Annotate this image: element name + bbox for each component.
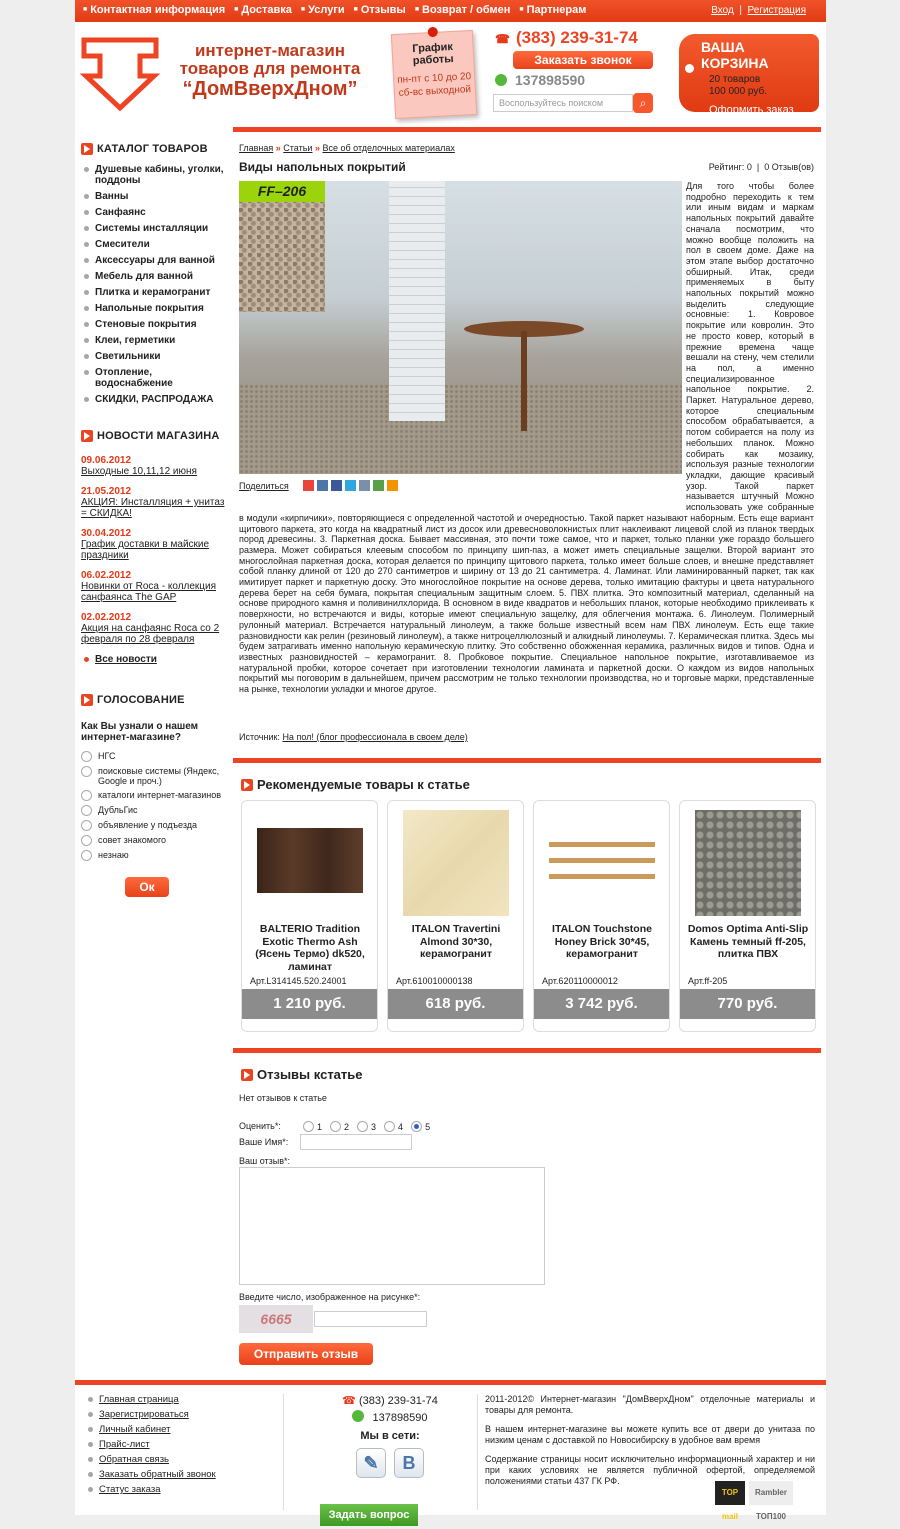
vote-option-label: поисковые системы (Яндекс, Google и проч.) [98, 766, 220, 786]
product-image[interactable] [403, 810, 509, 916]
review-textarea[interactable] [239, 1167, 545, 1285]
news-item [81, 570, 226, 603]
vote-option[interactable] [81, 805, 226, 816]
vote-option[interactable] [81, 766, 226, 786]
logo-arrow-icon[interactable] [80, 36, 160, 112]
captcha-input[interactable] [314, 1311, 427, 1327]
product-image[interactable] [257, 828, 363, 893]
icq-number: 137898590 [515, 72, 586, 88]
logo-line1: интернет-магазин [194, 41, 346, 60]
catalog-item[interactable]: Стеновые покрытия [81, 319, 226, 330]
vk-icon[interactable] [317, 480, 328, 491]
product-article: Арт.L314145.520.24001 [250, 976, 347, 986]
vote-option[interactable] [81, 751, 226, 762]
catalog-item[interactable]: Мебель для ванной [81, 271, 226, 282]
schedule-title: График работы [412, 40, 454, 68]
schedule-weekend: сб-вс выходной [398, 84, 472, 99]
arrow-icon [241, 1069, 253, 1081]
rate-radio-selected[interactable]: 5 [411, 1121, 430, 1132]
checkout-link[interactable]: Оформить заказ [709, 104, 794, 116]
vote-option[interactable] [81, 850, 226, 861]
news-title: НОВОСТИ МАГАЗИНА [97, 430, 220, 442]
disclaimer: Содержание страницы носит исключительно информационный характер и ни при каких условиях не является публичной офертой, определяемой положениями статьи 437 ГК РФ. [485, 1454, 815, 1486]
tag-hole-icon [685, 64, 694, 73]
rate-radio[interactable]: 1 [303, 1121, 322, 1132]
vote-option-label: незнаю [98, 850, 129, 860]
auth-links: Вход | Регистрация [711, 5, 806, 16]
name-input[interactable] [300, 1134, 412, 1150]
news-list [81, 455, 226, 665]
footer [75, 1380, 826, 1521]
product-price: 3 742 руб. [534, 989, 669, 1019]
footer-icq [295, 1410, 485, 1424]
vote-title: ГОЛОСОВАНИЕ [97, 694, 185, 706]
icq-icon [352, 1410, 364, 1422]
vote-option[interactable] [81, 835, 226, 846]
footer-link[interactable]: Прайс-лист [85, 1439, 216, 1450]
review-form [239, 1093, 819, 1361]
pin-icon [428, 27, 439, 38]
page-title: Виды напольных покрытий [239, 160, 406, 174]
product-name[interactable]: BALTERIO Tradition Exotic Thermo Ash (Ясень Термо) dk520, ламинат [255, 923, 365, 973]
reviews-section [233, 1048, 821, 1082]
tile-label: FF–206 [239, 181, 325, 202]
vk-icon[interactable]: В [394, 1448, 424, 1478]
reviews-count[interactable]: 0 Отзыв(ов) [764, 162, 814, 172]
news-item [81, 455, 226, 477]
product-card[interactable] [241, 800, 378, 1032]
vote-option-label: совет знакомого [98, 835, 167, 845]
floor-graphic [239, 384, 682, 474]
vote-block [81, 721, 226, 897]
divider [477, 1394, 478, 1510]
vote-option-label: каталоги интернет-магазинов [98, 790, 222, 800]
recommended-title: Рекомендуемые товары к статье [257, 777, 470, 792]
article-source [239, 732, 468, 742]
news-link[interactable]: АКЦИЯ: Инсталляция + унитаз = СКИДКА! [81, 497, 225, 519]
twitter-icon[interactable] [345, 480, 356, 491]
article-rating: Рейтинг: 0 | 0 Отзыв(ов) [708, 162, 814, 172]
cart-widget[interactable] [679, 34, 819, 116]
product-article: Арт.ff-205 [688, 976, 728, 986]
footer-link[interactable]: Заказать обратный звонок [85, 1469, 216, 1480]
livejournal-icon[interactable]: ✎ [356, 1448, 386, 1478]
captcha-image: 6665 [239, 1305, 313, 1333]
catalog-item[interactable]: Светильники [81, 351, 226, 362]
rating-text: Рейтинг: 0 [708, 162, 752, 172]
catalog-item[interactable]: Душевые кабины, уголки, поддоны [81, 164, 226, 186]
arrow-icon [81, 694, 93, 706]
product-name[interactable]: Domos Optima Anti-Slip Камень темный ff-205, плитка ПВХ [687, 923, 809, 960]
catalog-item[interactable]: Плитка и керамогранит [81, 287, 226, 298]
about-text: В нашем интернет-магазине вы можете купить все от двери до унитаза по низким ценам с доставкой по Новосибирску в удобное вам время [485, 1424, 815, 1445]
product-article: Арт.620110000012 [542, 976, 618, 986]
rate-radio[interactable]: 2 [330, 1121, 349, 1132]
all-news-link[interactable]: Все новости [81, 654, 226, 665]
catalog-item[interactable]: СКИДКИ, РАСПРОДАЖА [81, 394, 226, 405]
header-icq [495, 72, 585, 88]
catalog-item[interactable]: Клеи, герметики [81, 335, 226, 346]
news-link[interactable]: Акция на санфаянс Roca со 2 февраля по 28 февраля [81, 623, 220, 645]
logo-brand: “ДомВверхДном” [182, 78, 358, 100]
online-label: Мы в сети: [360, 1430, 420, 1442]
catalog-item[interactable]: Смесители [81, 239, 226, 250]
schedule-note [391, 30, 477, 119]
footer-link[interactable]: Обратная связь [85, 1454, 216, 1465]
product-card[interactable] [679, 800, 816, 1032]
divider [233, 1048, 821, 1053]
news-item [81, 612, 226, 645]
news-heading [81, 427, 226, 445]
product-price: 770 руб. [680, 989, 815, 1019]
breadcrumb-articles[interactable]: Статьи [283, 143, 313, 153]
icq-icon [495, 74, 507, 86]
cart-sum: 100 000 руб. [709, 86, 767, 97]
news-date: 09.06.2012 [81, 455, 132, 466]
facebook-icon[interactable] [331, 480, 342, 491]
product-price: 1 210 руб. [242, 989, 377, 1019]
divider [233, 127, 821, 132]
schedule-weekdays: пн-пт с 10 до 20 [396, 71, 472, 86]
phone-number: (383) 239-31-74 [515, 28, 638, 47]
catalog-item[interactable]: Аксессуары для ванной [81, 255, 226, 266]
search-icon: ⌕ [639, 96, 647, 110]
footer-icq-number: 137898590 [372, 1412, 428, 1424]
rate-radio[interactable]: 4 [384, 1121, 403, 1132]
livejournal-icon[interactable] [359, 480, 370, 491]
vote-option[interactable] [81, 820, 226, 831]
footer-phone [295, 1394, 485, 1407]
login-link[interactable]: Вход [711, 5, 734, 16]
yandex-icon[interactable] [303, 480, 314, 491]
product-image[interactable] [695, 810, 801, 916]
divider [75, 1380, 826, 1385]
share-link[interactable]: Поделиться [239, 481, 289, 491]
send-review-button[interactable]: Отправить отзыв [239, 1343, 373, 1365]
footer-link[interactable]: Статус заказа [85, 1484, 216, 1495]
source-label: Источник: [239, 732, 280, 742]
product-card[interactable] [533, 800, 670, 1032]
breadcrumb: Главная » Статьи » Все об отделочных материалах [239, 143, 455, 153]
product-name[interactable]: ITALON Touchstone Honey Brick 30*45, керамогранит [552, 923, 652, 960]
footer-link[interactable]: Личный кабинет [85, 1424, 216, 1435]
vote-option-label: объявление у подъезда [98, 820, 198, 830]
news-link[interactable]: График доставки в майские праздники [81, 539, 210, 561]
top-mail-counter[interactable]: TOP mail [715, 1481, 745, 1505]
reviews-heading [241, 1067, 821, 1082]
news-date: 21.05.2012 [81, 486, 132, 497]
product-price: 618 руб. [388, 989, 523, 1019]
column-graphic [389, 181, 445, 421]
news-date: 06.02.2012 [81, 570, 132, 581]
table-leg-graphic [521, 331, 527, 431]
counters [715, 1481, 793, 1521]
nav-returns[interactable]: ■ Возврат / обмен [415, 4, 511, 16]
product-name[interactable]: ITALON Travertini Almond 30*30, керамогранит [411, 923, 501, 960]
product-grid [241, 800, 821, 1032]
catalog-list [81, 164, 226, 405]
vote-option-label: ДубльГис [98, 805, 138, 815]
footer-contacts [295, 1394, 485, 1521]
news-link[interactable]: Выходные 10,11,12 июня [81, 466, 197, 477]
top-nav [83, 4, 595, 16]
copyright: 2011-2012© Интернет-магазин "ДомВверхДном" отделочные материалы и товары для ремонта. [485, 1394, 815, 1415]
news-link[interactable]: Новинки от Roca - коллекция санфаянса The GAP [81, 581, 217, 603]
nav-delivery[interactable]: ■ Доставка [234, 4, 292, 16]
catalog-item[interactable]: Системы инсталляции [81, 223, 226, 234]
product-image[interactable] [549, 841, 655, 887]
header [75, 22, 826, 122]
page [75, 0, 826, 1521]
rate-label: Оценить*: [239, 1121, 281, 1131]
footer-link[interactable]: Главная страница [85, 1394, 216, 1405]
mymail-icon[interactable] [373, 480, 384, 491]
breadcrumb-category[interactable]: Все об отделочных материалах [322, 143, 455, 153]
vote-option-label: НГС [98, 751, 116, 761]
catalog-heading [81, 140, 226, 158]
product-article: Арт.610010000138 [396, 976, 473, 986]
arrow-icon [81, 143, 93, 155]
footer-info [485, 1394, 815, 1495]
call-back-button[interactable]: Заказать звонок [513, 51, 653, 69]
vote-heading [81, 691, 226, 709]
register-link[interactable]: Регистрация [747, 5, 806, 16]
phone-icon: ☎ [495, 32, 510, 46]
phone-icon: ☎ [342, 1395, 356, 1407]
footer-links [85, 1394, 216, 1499]
search-button[interactable] [633, 93, 653, 113]
left-sidebar [81, 140, 226, 897]
footer-phone-number: (383) 239-31-74 [358, 1395, 438, 1407]
social-icons [295, 1448, 485, 1478]
article-text: Для того чтобы более подробно переходить к тем или иным видам и маркам напольных покрытий давайте сначала посмотрим, что можно вообще положить на пол в своем доме. Даже на этом этапе выбор достаточно обширный. Итак, среди применяемых в быту напольных покрытий можно выделить следующие основные: 1. Ковровое покрытие или ковролин. Это не просто ковер, который в прежние времена чаще вешали на стену, чем стелили на пол, а именно специализированное напольное покрытие. 2. Паркет. Натуральное дерево, которое специальным способом обрабатывается, а потом собирается на полу из небольших планок. Можно собирать как мозаику, используя разные технологии укладки, дающие красивый узор. Такой паркет называется штучный Можно использовать уже собранные в модули «кирпичики», повторяющиеся с определенной частотой и очередностью. Такой паркет называют наборным. Есть еще вариант щитового паркета, это когда на квадратный лист из досок или древесноволокнистых плит наклеивают лицевой слой из планок твердых пород древесины. 3. Паркетная доска. Бывает массивная, это почти тоже самое, что и паркет, только планки уже гораздо большего размера. Может собираться клеевым способом по принципу шип-паз, а может иметь специальные защелки. Второй вариант это многослойная паркетная доска, которая делается по принципу щитового паркета, только имеет больше слоев, и внешне представляет собой планку длиной от 120 до 270 сантиметров и ширину от 13 до 21 сантиметра. 4. Ламинат. Или ламинированный паркет, так как имитирует паркет и паркетную доску. Это многослойное покрытие на основе дерева, только имитацию фактуры и цвета натурального дерева берет на себя бумага, покрытая специальным защитным слоем. 5. ПВХ плитка. Это композитный материал, сделанный на основе природного камня и поливинилхлорида. В основном в виде квадратов и небольших планок, которые необходимо приклеивать к поверхности, но встречаются и виды, которые имеют специальную защелку, для облегчения монтажа. 6. Линолеум. Полимерный рулонный материал. Встречается натуральный линолеум, а также больше известный всем нам ПВХ линолеум. Есть еще такие разновидности как релин (резиновый линолеум), а также нитроцеллюлозный и алкидный линолеумы. 7. Керамическая плитка. Здесь мы будем затрагивать именно напольную керамическую плитку. Это собственно обожженная керамика, различных видов и типов. Одна и известных разновидностей – керамогранит. 8. Пробковое покрытие. Специальное напольное покрытие, изготавливаемое из натуральной пробки, которое сочетает при изготовлении технологии ламината и паркетной доски. О каждом из видов напольных покрытий мы поговорим в дальнейшем, причем рассмотрим не только технологии производства, но и торговые марки, представленные на рынке, технологии укладки и многое другое. [239, 181, 814, 695]
nav-contacts[interactable]: ■ Контактная информация [83, 4, 225, 16]
article-image [239, 181, 682, 474]
rate-radio[interactable]: 3 [357, 1121, 376, 1132]
review-label: Ваш отзыв*: [239, 1156, 291, 1166]
catalog-item[interactable]: Отопление, водоснабжение [81, 367, 226, 389]
logo-line2: товаров для ремонта [179, 59, 361, 78]
news-item [81, 528, 226, 561]
catalog-item[interactable]: Ванны [81, 191, 226, 202]
nav-reviews[interactable]: ■ Отзывы [354, 4, 406, 16]
cart-title: ВАША КОРЗИНА [701, 39, 769, 71]
main-content [233, 127, 821, 1361]
news-date: 02.02.2012 [81, 612, 132, 623]
name-label: Ваше Имя*: [239, 1137, 289, 1147]
odnoklassniki-icon[interactable] [387, 480, 398, 491]
captcha-label: Введите число, изображенное на рисунке*: [239, 1292, 421, 1302]
search-input[interactable]: Воспользуйтесь поиском [493, 94, 633, 112]
reviews-title: Отзывы кстатье [257, 1067, 363, 1082]
news-date: 30.04.2012 [81, 528, 132, 539]
cart-items: 20 товаров [709, 74, 761, 85]
divider [283, 1394, 284, 1510]
vote-question: Как Вы узнали о нашем интернет-магазине? [81, 721, 199, 743]
share-icons [303, 480, 398, 491]
news-item [81, 486, 226, 519]
recommended-heading [241, 777, 821, 792]
catalog-item[interactable]: Санфаянс [81, 207, 226, 218]
divider [233, 758, 821, 763]
arrow-icon [81, 430, 93, 442]
rate-options [303, 1121, 430, 1132]
nav-services[interactable]: ■ Услуги [301, 4, 345, 16]
product-card[interactable] [387, 800, 524, 1032]
ask-question-button[interactable]: Задать вопрос [320, 1504, 418, 1526]
catalog-title: КАТАЛОГ ТОВАРОВ [97, 143, 208, 155]
footer-link[interactable]: Зарегистрироваться [85, 1409, 216, 1420]
header-phone [495, 28, 638, 48]
arrow-icon [241, 779, 253, 791]
nav-partners[interactable]: ■ Партнерам [519, 4, 586, 16]
logo-text[interactable] [170, 42, 370, 101]
vote-ok-button[interactable]: Ок [125, 877, 169, 897]
recommended-section [233, 758, 821, 792]
no-reviews-text: Нет отзывов к статье [239, 1093, 327, 1103]
vote-option[interactable] [81, 790, 226, 801]
rambler-counter[interactable]: Rambler ТОП100 [749, 1481, 793, 1505]
breadcrumb-home[interactable]: Главная [239, 143, 274, 153]
catalog-item[interactable]: Напольные покрытия [81, 303, 226, 314]
top-nav-bar [75, 0, 826, 22]
source-link[interactable]: На пол! (блог профессионала в своем деле) [282, 732, 468, 742]
